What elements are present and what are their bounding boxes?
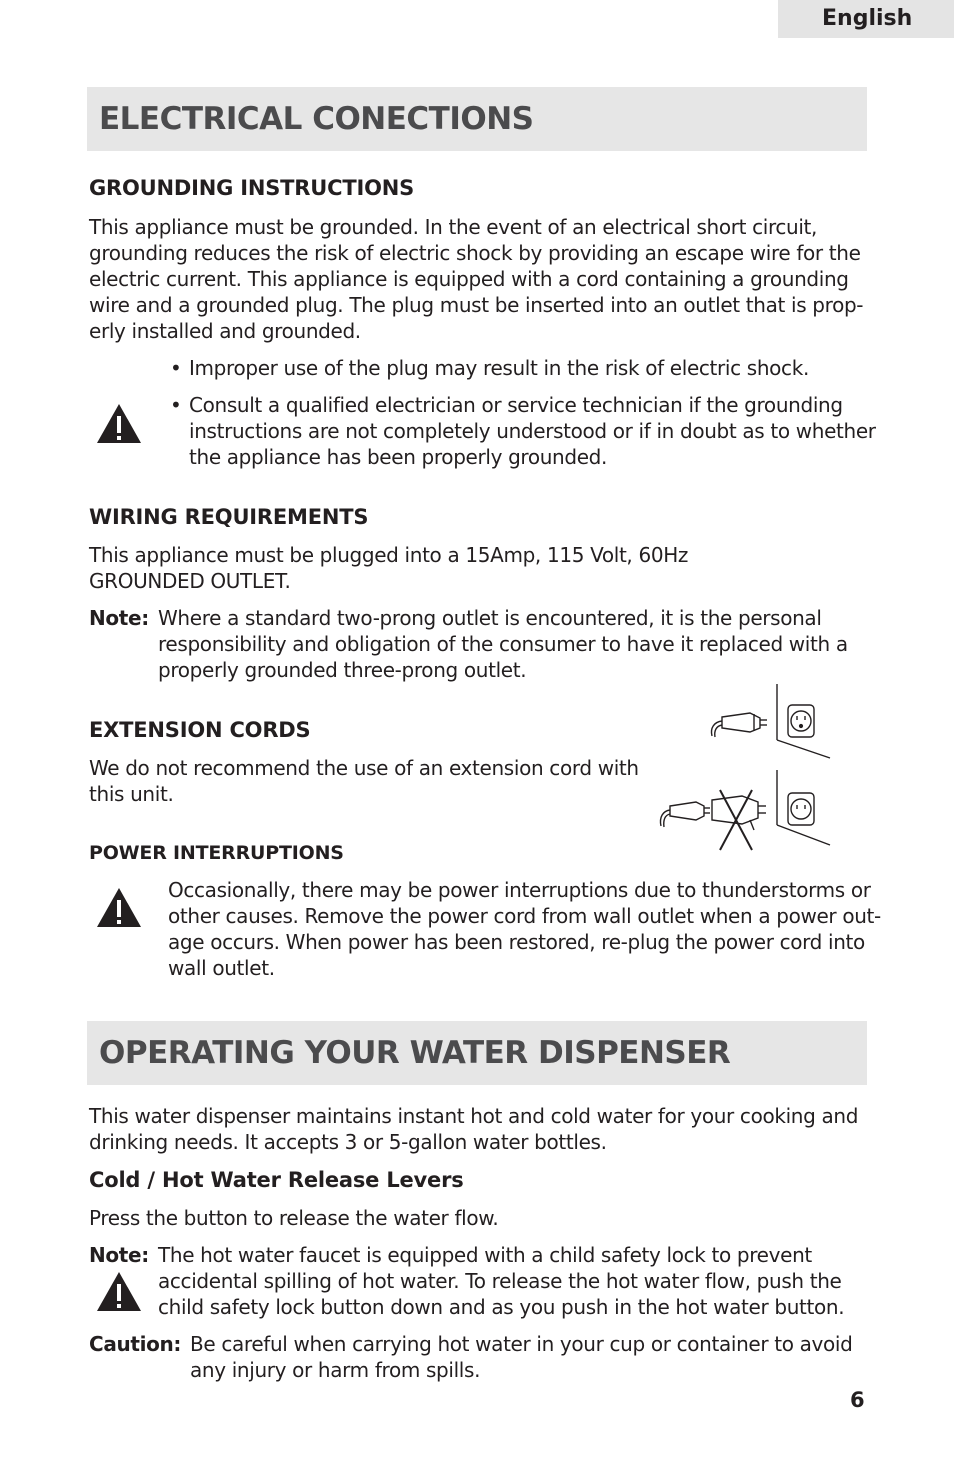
operating-intro: [89, 1103, 858, 1155]
intro-line: drinking needs. It accepts 3 or 5-gallon water bottles.: [89, 1130, 607, 1154]
wiring-note-text: [158, 605, 848, 683]
power-line: wall outlet.: [168, 956, 275, 980]
note-line: properly grounded three-prong outlet.: [158, 658, 527, 682]
section-title-operating: OPERATING YOUR WATER DISPENSER: [99, 1035, 731, 1071]
grounding-line: erly installed and grounded.: [89, 319, 361, 343]
levers-text: Press the button to release the water flow.: [89, 1206, 499, 1230]
caution-line: any injury or harm from spills.: [190, 1358, 481, 1382]
section-banner-electrical: [87, 87, 867, 151]
grounding-paragraph: [89, 214, 863, 344]
wiring-line: This appliance must be plugged into a 15Amp, 115 Volt, 60Hz: [89, 543, 689, 567]
extension-line: this unit.: [89, 782, 174, 806]
language-tab: [778, 0, 954, 38]
heading-wiring: WIRING REQUIREMENTS: [89, 505, 369, 529]
power-paragraph: [168, 877, 881, 981]
language-tab-label: English: [822, 6, 913, 31]
power-line: age occurs. When power has been restored, re-plug the power cord into: [168, 930, 865, 954]
wiring-paragraph: [89, 542, 688, 594]
power-line: other causes. Remove the power cord from wall outlet when a power out-: [168, 904, 881, 928]
note-line: responsibility and obligation of the consumer to have it replaced with a: [158, 632, 848, 656]
page-number: 6: [850, 1388, 865, 1412]
note-label: Note:: [89, 606, 149, 630]
bullet-dot: •: [170, 393, 182, 417]
heading-grounding: GROUNDING INSTRUCTIONS: [89, 176, 415, 200]
bullet-line: Consult a qualified electrician or service technician if the grounding: [189, 393, 843, 417]
extension-line: We do not recommend the use of an extension cord with: [89, 756, 639, 780]
heading-release-levers: Cold / Hot Water Release Levers: [89, 1168, 464, 1192]
levers-note-text: [158, 1242, 844, 1320]
bullet-text: [189, 392, 876, 470]
note-line: child safety lock button down and as you push in the hot water button.: [158, 1295, 845, 1319]
crossed-out-adapter-plug-illustration: [660, 770, 830, 850]
warning-triangle-icon: [95, 1270, 143, 1312]
extension-paragraph: [89, 755, 639, 807]
warning-triangle-icon: [95, 402, 143, 444]
note-line: The hot water faucet is equipped with a child safety lock to prevent: [158, 1243, 812, 1267]
note-label: Note:: [89, 1243, 149, 1267]
grounding-line: electric current. This appliance is equipped with a cord containing a grounding: [89, 267, 849, 291]
section-title-electrical: ELECTRICAL CONECTIONS: [99, 101, 534, 137]
grounding-line: grounding reduces the risk of electric shock by providing an escape wire for the: [89, 241, 861, 265]
power-line: Occasionally, there may be power interruptions due to thunderstorms or: [168, 878, 871, 902]
section-banner-operating: [87, 1021, 867, 1085]
bullet-line: instructions are not completely understood or if in doubt as to whether: [189, 419, 876, 443]
heading-power-interruptions: POWER INTERRUPTIONS: [89, 842, 344, 864]
heading-extension-cords: EXTENSION CORDS: [89, 718, 311, 742]
note-line: Where a standard two-prong outlet is encountered, it is the personal: [158, 606, 822, 630]
grounded-plug-outlet-illustration: [711, 684, 830, 758]
caution-label: Caution:: [89, 1332, 182, 1356]
grounding-line: wire and a grounded plug. The plug must be inserted into an outlet that is prop-: [89, 293, 864, 317]
grounding-line: This appliance must be grounded. In the event of an electrical short circuit,: [89, 215, 818, 239]
intro-line: This water dispenser maintains instant hot and cold water for your cooking and: [89, 1104, 859, 1128]
warning-triangle-icon: [95, 886, 143, 928]
wiring-line: GROUNDED OUTLET.: [89, 569, 291, 593]
caution-line: Be careful when carrying hot water in your cup or container to avoid: [190, 1332, 853, 1356]
plug-illustration: [650, 680, 840, 855]
note-line: accidental spilling of hot water. To release the hot water flow, push the: [158, 1269, 842, 1293]
bullet-dot: •: [170, 356, 182, 380]
caution-text: [190, 1331, 852, 1383]
bullet-text: Improper use of the plug may result in the risk of electric shock.: [189, 356, 809, 380]
bullet-line: the appliance has been properly grounded.: [189, 445, 608, 469]
